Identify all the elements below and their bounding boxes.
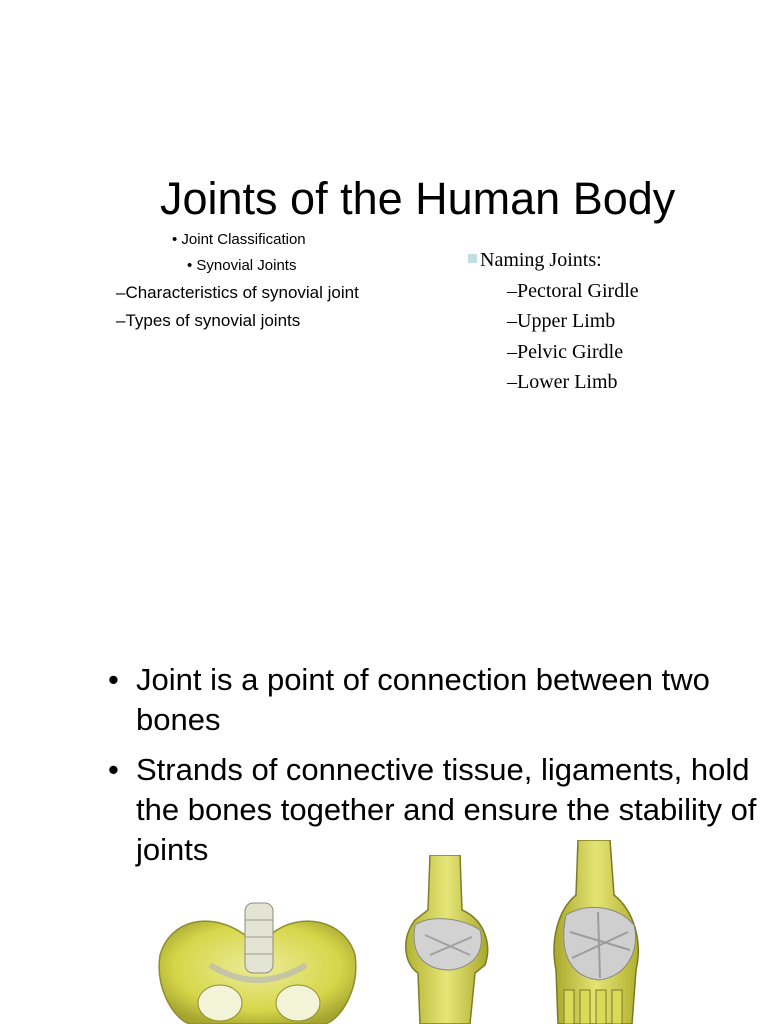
slide-title: Joints of the Human Body: [160, 173, 676, 224]
square-bullet-icon: [468, 254, 477, 263]
bullet-item: [108, 750, 758, 870]
foot-illustration: [548, 840, 648, 1024]
outline-item-joint-classification: • Joint Classification: [172, 231, 306, 248]
outline-item-characteristics: –Characteristics of synovial joint: [116, 283, 359, 302]
naming-item-pelvic-girdle: –Pelvic Girdle: [507, 341, 624, 363]
outline-item-synovial-joints: • Synovial Joints: [187, 257, 297, 274]
pelvis-illustration: [150, 895, 365, 1024]
outline-item-types: –Types of synovial joints: [116, 311, 301, 330]
bullet-marker: •: [108, 752, 119, 787]
naming-joints-heading: [468, 250, 602, 270]
bullet-text: Strands of connective tissue, ligaments, hold the bones together and ensure the stability of joints: [136, 752, 757, 867]
bullet-list: [108, 660, 758, 880]
bullet-marker: •: [108, 662, 119, 697]
naming-heading-text: Naming Joints:: [480, 249, 602, 271]
naming-item-pectoral-girdle: –Pectoral Girdle: [507, 280, 639, 302]
naming-item-lower-limb: –Lower Limb: [507, 371, 618, 393]
bullet-item: [108, 660, 758, 740]
naming-item-upper-limb: –Upper Limb: [507, 310, 616, 332]
bullet-text: Joint is a point of connection between two bones: [136, 662, 710, 737]
elbow-illustration: [400, 855, 495, 1024]
